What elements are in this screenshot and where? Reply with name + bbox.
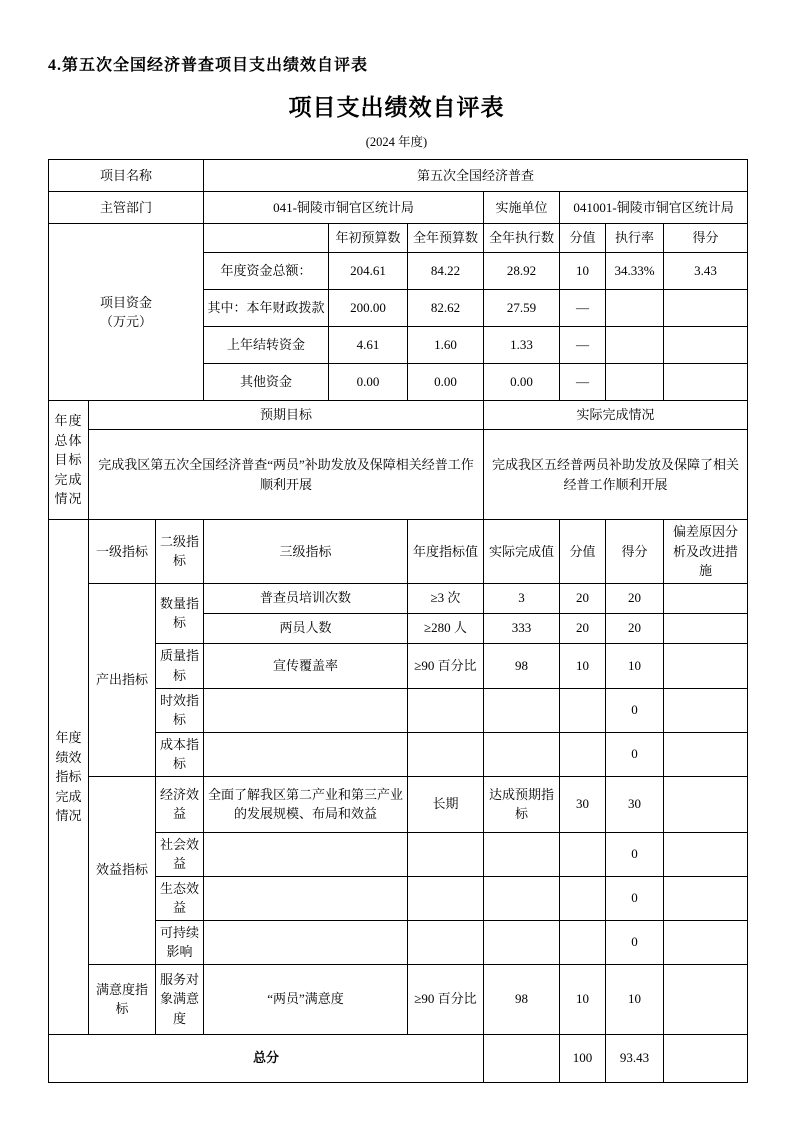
indicator-l2: 经济效益 — [156, 776, 204, 832]
indicator-target: ≥90 百分比 — [408, 964, 484, 1034]
funding-score — [664, 327, 748, 364]
goal-expected-text: 完成我区第五次全国经济普查“两员”补助发放及保障相关经普工作顺利开展 — [89, 430, 484, 520]
funding-weight: 10 — [560, 253, 606, 290]
indicator-actual — [484, 688, 560, 732]
funding-row-name: 其他资金 — [204, 364, 329, 401]
row-indicators-header — [49, 520, 748, 584]
indicator-weight — [560, 876, 606, 920]
impl-label: 实施单位 — [484, 192, 560, 224]
funding-annual: 84.22 — [408, 253, 484, 290]
funding-executed: 28.92 — [484, 253, 560, 290]
indicator-score: 0 — [606, 876, 664, 920]
funding-executed: 27.59 — [484, 290, 560, 327]
page-title: 项目支出绩效自评表 — [288, 95, 505, 120]
indicator-l2: 成本指标 — [156, 732, 204, 776]
indicator-target — [408, 876, 484, 920]
total-actual — [484, 1034, 560, 1082]
row-goal-header — [49, 401, 748, 430]
row-department — [49, 192, 748, 224]
funding-weight: — — [560, 364, 606, 401]
goal-actual-text: 完成我区五经普两员补助发放及保障了相关经普工作顺利开展 — [484, 430, 748, 520]
funding-header-annual: 全年预算数 — [408, 224, 484, 253]
row-indicator-quantity-1 — [49, 583, 748, 613]
indicator-deviation — [664, 776, 748, 832]
funding-executed: 0.00 — [484, 364, 560, 401]
funding-initial: 200.00 — [329, 290, 408, 327]
funding-header-blank — [204, 224, 329, 253]
funding-rate — [606, 364, 664, 401]
group-output-label: 产出指标 — [89, 583, 156, 776]
funding-label-line1: 项目资金 — [99, 294, 152, 310]
funding-score — [664, 364, 748, 401]
indicator-actual — [484, 876, 560, 920]
total-score: 93.43 — [606, 1034, 664, 1082]
funding-rate: 34.33% — [606, 253, 664, 290]
funding-header-executed: 全年执行数 — [484, 224, 560, 253]
funding-annual: 82.62 — [408, 290, 484, 327]
funding-annual: 0.00 — [408, 364, 484, 401]
indicator-score: 10 — [606, 643, 664, 688]
indicator-score: 10 — [606, 964, 664, 1034]
indicator-weight — [560, 732, 606, 776]
indicator-l3: 普查员培训次数 — [204, 583, 408, 613]
indicator-l2: 时效指标 — [156, 688, 204, 732]
indicator-l3: 宣传覆盖率 — [204, 643, 408, 688]
indicator-l2: 质量指标 — [156, 643, 204, 688]
indicators-header-weight: 分值 — [560, 520, 606, 584]
funding-rate — [606, 290, 664, 327]
indicators-header-l3: 三级指标 — [204, 520, 408, 584]
indicator-l3: 两员人数 — [204, 613, 408, 643]
indicator-deviation — [664, 832, 748, 876]
indicator-target — [408, 920, 484, 964]
funding-header-rate: 执行率 — [606, 224, 664, 253]
dept-label: 主管部门 — [49, 192, 204, 224]
impl-value: 041001-铜陵市铜官区统计局 — [560, 192, 748, 224]
total-weight: 100 — [560, 1034, 606, 1082]
indicators-header-l2: 二级指标 — [156, 520, 204, 584]
funding-rate — [606, 327, 664, 364]
page-subtitle: (2024 年度) — [365, 135, 428, 149]
row-indicator-satisfaction — [49, 964, 748, 1034]
indicator-target: ≥90 百分比 — [408, 643, 484, 688]
funding-executed: 1.33 — [484, 327, 560, 364]
funding-header-initial: 年初预算数 — [329, 224, 408, 253]
funding-row-name: 上年结转资金 — [204, 327, 329, 364]
group-satisfaction-label: 满意度指标 — [89, 964, 156, 1034]
funding-initial: 204.61 — [329, 253, 408, 290]
indicator-target: 长期 — [408, 776, 484, 832]
indicator-score: 0 — [606, 832, 664, 876]
funding-row-name: 其中：本年财政拨款 — [204, 290, 329, 327]
indicator-deviation — [664, 876, 748, 920]
indicator-weight: 20 — [560, 583, 606, 613]
indicator-score: 0 — [606, 732, 664, 776]
indicator-target — [408, 732, 484, 776]
indicator-weight: 20 — [560, 613, 606, 643]
indicator-score: 0 — [606, 920, 664, 964]
funding-score: 3.43 — [664, 253, 748, 290]
funding-weight: — — [560, 327, 606, 364]
section-heading: 4.第五次全国经济普查项目支出绩效自评表 — [48, 57, 369, 74]
indicators-header-score: 得分 — [606, 520, 664, 584]
indicator-l3 — [204, 920, 408, 964]
funding-row-name: 年度资金总额： — [204, 253, 329, 290]
row-goal-content — [49, 430, 748, 520]
indicator-actual: 98 — [484, 964, 560, 1034]
group-benefit-label: 效益指标 — [89, 776, 156, 964]
indicators-header-l1: 一级指标 — [89, 520, 156, 584]
indicator-weight — [560, 832, 606, 876]
indicator-deviation — [664, 643, 748, 688]
funding-annual: 1.60 — [408, 327, 484, 364]
funding-label — [49, 224, 204, 401]
indicator-target: ≥280 人 — [408, 613, 484, 643]
indicator-l3 — [204, 876, 408, 920]
indicator-l3: “两员”满意度 — [204, 964, 408, 1034]
indicator-l2: 数量指标 — [156, 583, 204, 643]
project-name-label: 项目名称 — [49, 160, 204, 192]
row-total — [49, 1034, 748, 1082]
project-name-value: 第五次全国经济普查 — [204, 160, 748, 192]
indicator-deviation — [664, 920, 748, 964]
indicator-deviation — [664, 732, 748, 776]
funding-label-line2: （万元） — [99, 314, 152, 329]
indicator-weight: 30 — [560, 776, 606, 832]
funding-initial: 0.00 — [329, 364, 408, 401]
row-project-name — [49, 160, 748, 192]
indicator-deviation — [664, 964, 748, 1034]
indicators-header-target: 年度指标值 — [408, 520, 484, 584]
indicator-target — [408, 688, 484, 732]
indicator-actual — [484, 832, 560, 876]
indicators-header-actual: 实际完成值 — [484, 520, 560, 584]
funding-header-weight: 分值 — [560, 224, 606, 253]
dept-value: 041-铜陵市铜官区统计局 — [204, 192, 484, 224]
indicators-side-label: 年度绩效指标完成情况 — [49, 520, 89, 1035]
indicator-score: 20 — [606, 583, 664, 613]
indicator-deviation — [664, 613, 748, 643]
total-label: 总分 — [49, 1034, 484, 1082]
row-funding-header — [49, 224, 748, 253]
self-evaluation-table — [48, 159, 748, 1083]
indicator-actual — [484, 732, 560, 776]
indicator-weight: 10 — [560, 643, 606, 688]
indicator-target — [408, 832, 484, 876]
funding-initial: 4.61 — [329, 327, 408, 364]
funding-header-score: 得分 — [664, 224, 748, 253]
row-indicator-economic — [49, 776, 748, 832]
total-deviation — [664, 1034, 748, 1082]
funding-weight: — — [560, 290, 606, 327]
indicator-actual: 333 — [484, 613, 560, 643]
indicator-actual: 达成预期指标 — [484, 776, 560, 832]
indicator-actual: 3 — [484, 583, 560, 613]
indicator-deviation — [664, 688, 748, 732]
indicators-header-deviation: 偏差原因分析及改进措施 — [664, 520, 748, 584]
indicator-deviation — [664, 583, 748, 613]
indicator-actual: 98 — [484, 643, 560, 688]
indicator-l2: 服务对象满意度 — [156, 964, 204, 1034]
funding-score — [664, 290, 748, 327]
goal-actual-header: 实际完成情况 — [484, 401, 748, 430]
indicator-weight: 10 — [560, 964, 606, 1034]
indicator-l3 — [204, 688, 408, 732]
indicator-l3 — [204, 732, 408, 776]
indicator-l2: 生态效益 — [156, 876, 204, 920]
indicator-weight — [560, 920, 606, 964]
goal-side-label: 年度总体目标完成情况 — [49, 401, 89, 520]
indicator-l3: 全面了解我区第二产业和第三产业的发展规模、布局和效益 — [204, 776, 408, 832]
indicator-l2: 可持续影响 — [156, 920, 204, 964]
indicator-l3 — [204, 832, 408, 876]
indicator-score: 30 — [606, 776, 664, 832]
indicator-actual — [484, 920, 560, 964]
indicator-target: ≥3 次 — [408, 583, 484, 613]
indicator-score: 0 — [606, 688, 664, 732]
goal-expected-header: 预期目标 — [89, 401, 484, 430]
indicator-l2: 社会效益 — [156, 832, 204, 876]
indicator-weight — [560, 688, 606, 732]
indicator-score: 20 — [606, 613, 664, 643]
